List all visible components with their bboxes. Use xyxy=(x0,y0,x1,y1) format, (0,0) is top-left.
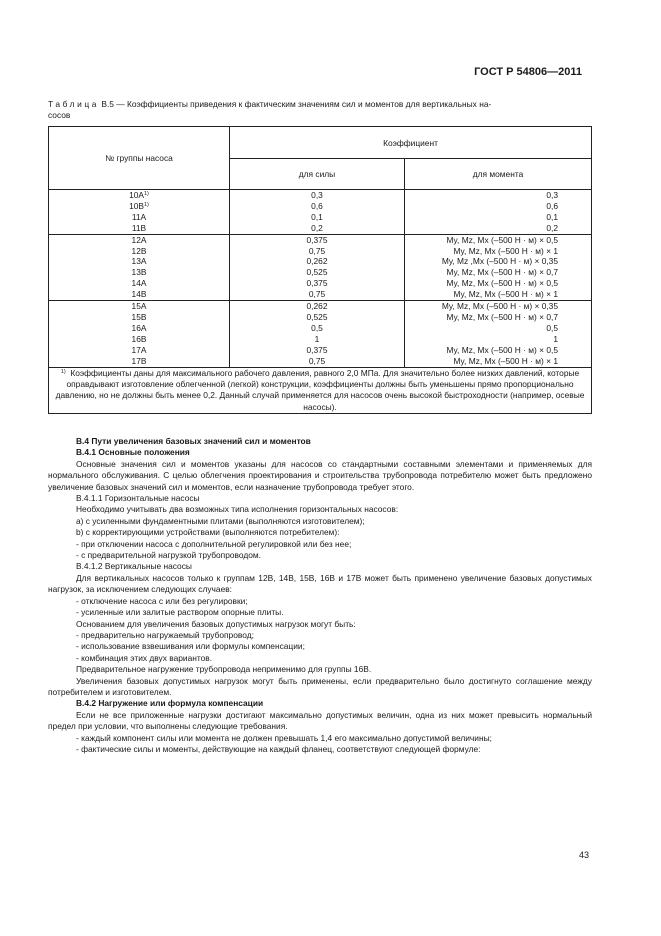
list-item: - отключение насоса с или без регулировки; xyxy=(76,595,248,606)
list-item: - с предварительной нагрузкой трубопроводом. xyxy=(76,550,261,561)
table-caption-label: Таблица xyxy=(48,99,100,109)
section-heading: В.4.2 Нагружение или формула компенсации xyxy=(76,698,264,709)
moment-coefficient: 0,2 xyxy=(546,222,558,233)
group-number xyxy=(49,345,229,356)
list-item: - комбинация этих двух вариантов. xyxy=(76,652,213,663)
group-code: 17A xyxy=(131,344,147,355)
moment-coefficient: My, Mz ,Mx (–500 Н · м) × 0,35 xyxy=(441,256,558,267)
moment-coefficient: 0,3 xyxy=(546,190,558,200)
group-code: 12B xyxy=(131,245,147,256)
block-groups xyxy=(49,234,230,300)
block-groups xyxy=(49,301,230,367)
group-code: 13A xyxy=(131,256,147,267)
group-number xyxy=(49,235,229,246)
group-number xyxy=(49,256,229,267)
table-block-0 xyxy=(49,190,592,235)
force-coefficient: 0,525 xyxy=(306,267,328,278)
force-coefficient: 0,3 xyxy=(311,190,323,200)
moment-coefficient: 0,1 xyxy=(546,211,558,222)
header-force: для силы xyxy=(230,159,405,190)
group-number xyxy=(49,212,229,223)
force-coefficient: 1 xyxy=(314,333,320,344)
table-caption xyxy=(48,99,592,121)
paragraph: Основные значения сил и моментов указаны для насосов со стандартными составными элементами и применяемых для нормального обслуживания. С целью облегчения проектирования и строительства трубопровода потребителю может быть предложено увеличение базовых значений сил и моментов, если назначение трубопровода требует этого. xyxy=(48,458,592,492)
moment-coefficient: My, Mz, Mx (–500 Н · м) × 0,5 xyxy=(446,278,558,289)
group-number xyxy=(49,289,229,300)
group-code: 16A xyxy=(131,322,147,333)
force-coefficient: 0,375 xyxy=(306,278,328,289)
list-item: - предварительно нагружаемый трубопровод; xyxy=(76,629,254,640)
group-number xyxy=(49,201,229,212)
group-number xyxy=(49,323,229,334)
moment-coefficient: My, Mz, Mx (–500 Н · м) × 0,5 xyxy=(446,344,558,355)
document-id: ГОСТ Р 54806—2011 xyxy=(474,66,582,78)
group-code: 14B xyxy=(131,289,147,300)
force-coefficient: 0,5 xyxy=(311,322,323,333)
force-coefficient: 0,2 xyxy=(311,222,323,233)
moment-coefficient: 1 xyxy=(553,333,558,344)
group-number xyxy=(49,223,229,234)
force-coefficient: 0,262 xyxy=(306,301,328,312)
paragraph: Увеличения базовых допустимых нагрузок могут быть применены, если предварительно было достигнуто соглашение между потребителем и изготовителем. xyxy=(48,675,592,697)
page-number: 43 xyxy=(578,850,589,860)
paragraph: Необходимо учитывать два возможных типа исполнения горизонтальных насосов: xyxy=(76,504,399,515)
group-number xyxy=(49,278,229,289)
group-code: 12A xyxy=(131,234,147,245)
group-code: 14A xyxy=(131,278,147,289)
paragraph: В.4.1.2 Вертикальные насосы xyxy=(76,561,192,572)
group-code: 10A xyxy=(129,190,144,200)
group-code: 11B xyxy=(131,222,147,233)
header-moment: для момента xyxy=(405,159,592,190)
paragraph: Если не все приложенные нагрузки достигают максимально допустимых величин, одна из них может превысить нормальный предел при условии, что выполнены следующие требования. xyxy=(48,709,592,732)
list-item: a) с усиленными фундаментными плитами (выполняются изготовителем); xyxy=(76,515,365,526)
paragraph: Основанием для увеличения базовых допустимых нагрузок могут быть: xyxy=(76,618,356,629)
group-number xyxy=(49,356,229,367)
table-caption-text: В.5 — Коэффициенты приведения к фактическим значениям сил и моментов для вертикальных на- xyxy=(99,99,492,109)
group-number xyxy=(49,190,229,201)
moment-coefficient: My, Mz, Mx (–500 Н · м) × 0,5 xyxy=(446,234,558,245)
group-code: 15B xyxy=(131,311,147,322)
group-number xyxy=(49,246,229,257)
footnote-mark: 1) xyxy=(60,368,66,375)
group-code: 16B xyxy=(131,333,147,344)
group-number xyxy=(49,267,229,278)
list-item: b) с корректирующими устройствами (выполняются потребителем): xyxy=(76,527,340,538)
group-number xyxy=(49,301,229,312)
moment-coefficient: My, Mz, Mx (–500 Н · м) × 0,7 xyxy=(446,311,558,322)
block-force xyxy=(230,301,405,367)
paragraph: Для вертикальных насосов только к группам 12B, 14B, 15B, 16B и 17B может быть применено увеличение базовых допустимых нагрузок, за исключением следующих случаев: xyxy=(48,572,592,595)
force-coefficient: 0,6 xyxy=(311,200,323,211)
group-code: 17B xyxy=(131,355,147,366)
moment-coefficient: My, Mz, Mx (–500 Н · м) × 1 xyxy=(453,245,558,256)
section-heading: В.4.1 Основные положения xyxy=(76,447,190,458)
footnote-text: Коэффициенты даны для максимального рабочего давления, равного 2,0 МПа. Для значительно более низких давлений, которые оправдывают изготовление облегченной (легкой) конструкции, коэффициенты должны быть уменьшены прямо пропорционально давлению, но не должны быть менее 0,2. Данный случай применяется для насосов очень высокой быстроходности (например, осевые насосы). xyxy=(55,367,585,412)
moment-coefficient: My, Mz, Mx (–500 Н · м) × 1 xyxy=(453,355,558,366)
table-caption-text-cont: сосов xyxy=(48,110,71,120)
moment-coefficient: 0,5 xyxy=(546,322,558,333)
force-coefficient: 0,75 xyxy=(308,355,326,366)
list-item: - усиленные или залитые раствором опорные плиты. xyxy=(76,607,284,618)
table-block-1 xyxy=(49,234,592,300)
table-block-2 xyxy=(49,301,592,367)
moment-coefficient: My, Mz, Mx (–500 Н · м) × 0,35 xyxy=(441,301,558,312)
block-force xyxy=(230,234,405,300)
paragraph: В.4.1.1 Горизонтальные насосы xyxy=(76,493,200,504)
group-footnote-mark: 1) xyxy=(144,191,149,197)
moment-coefficient: My, Mz, Mx (–500 Н · м) × 0,7 xyxy=(446,267,558,278)
group-code: 10B xyxy=(129,200,144,211)
force-coefficient: 0,75 xyxy=(308,245,326,256)
force-coefficient: 0,525 xyxy=(306,311,328,322)
force-coefficient: 0,1 xyxy=(311,211,323,222)
force-coefficient: 0,375 xyxy=(306,344,328,355)
coefficients-table xyxy=(48,126,592,414)
moment-coefficient: My, Mz, Mx (–500 Н · м) × 1 xyxy=(453,289,558,300)
list-item: - каждый компонент силы или момента не должен превышать 1,4 его максимально допустимой величины; xyxy=(76,732,492,743)
block-moment xyxy=(405,234,592,300)
group-number xyxy=(49,334,229,345)
group-code: 15A xyxy=(131,301,147,312)
section-heading: В.4 Пути увеличения базовых значений сил и моментов xyxy=(76,436,311,446)
block-groups xyxy=(49,190,230,235)
list-item: - при отключении насоса с дополнительной регулировкой или без нее; xyxy=(76,538,352,549)
group-code: 13B xyxy=(131,267,147,278)
table-footnote xyxy=(49,367,592,414)
moment-coefficient: 0,6 xyxy=(546,200,558,211)
force-coefficient: 0,375 xyxy=(306,234,328,245)
document-body xyxy=(48,436,592,755)
list-item: - фактические силы и моменты, действующие на каждый фланец, соответствуют следующей формуле: xyxy=(76,743,481,754)
block-moment xyxy=(405,190,592,235)
block-moment xyxy=(405,301,592,367)
paragraph: Предварительное нагружение трубопровода неприменимо для группы 16B. xyxy=(76,664,372,675)
force-coefficient: 0,262 xyxy=(306,256,328,267)
header-group-number: № группы насоса xyxy=(49,127,230,190)
group-code: 11A xyxy=(131,211,147,222)
header-coefficient: Коэффициент xyxy=(230,127,592,159)
force-coefficient: 0,75 xyxy=(308,289,326,300)
list-item: - использование взвешивания или формулы компенсации; xyxy=(76,641,305,652)
group-footnote-mark: 1) xyxy=(144,201,149,208)
block-force xyxy=(230,190,405,235)
group-number xyxy=(49,312,229,323)
